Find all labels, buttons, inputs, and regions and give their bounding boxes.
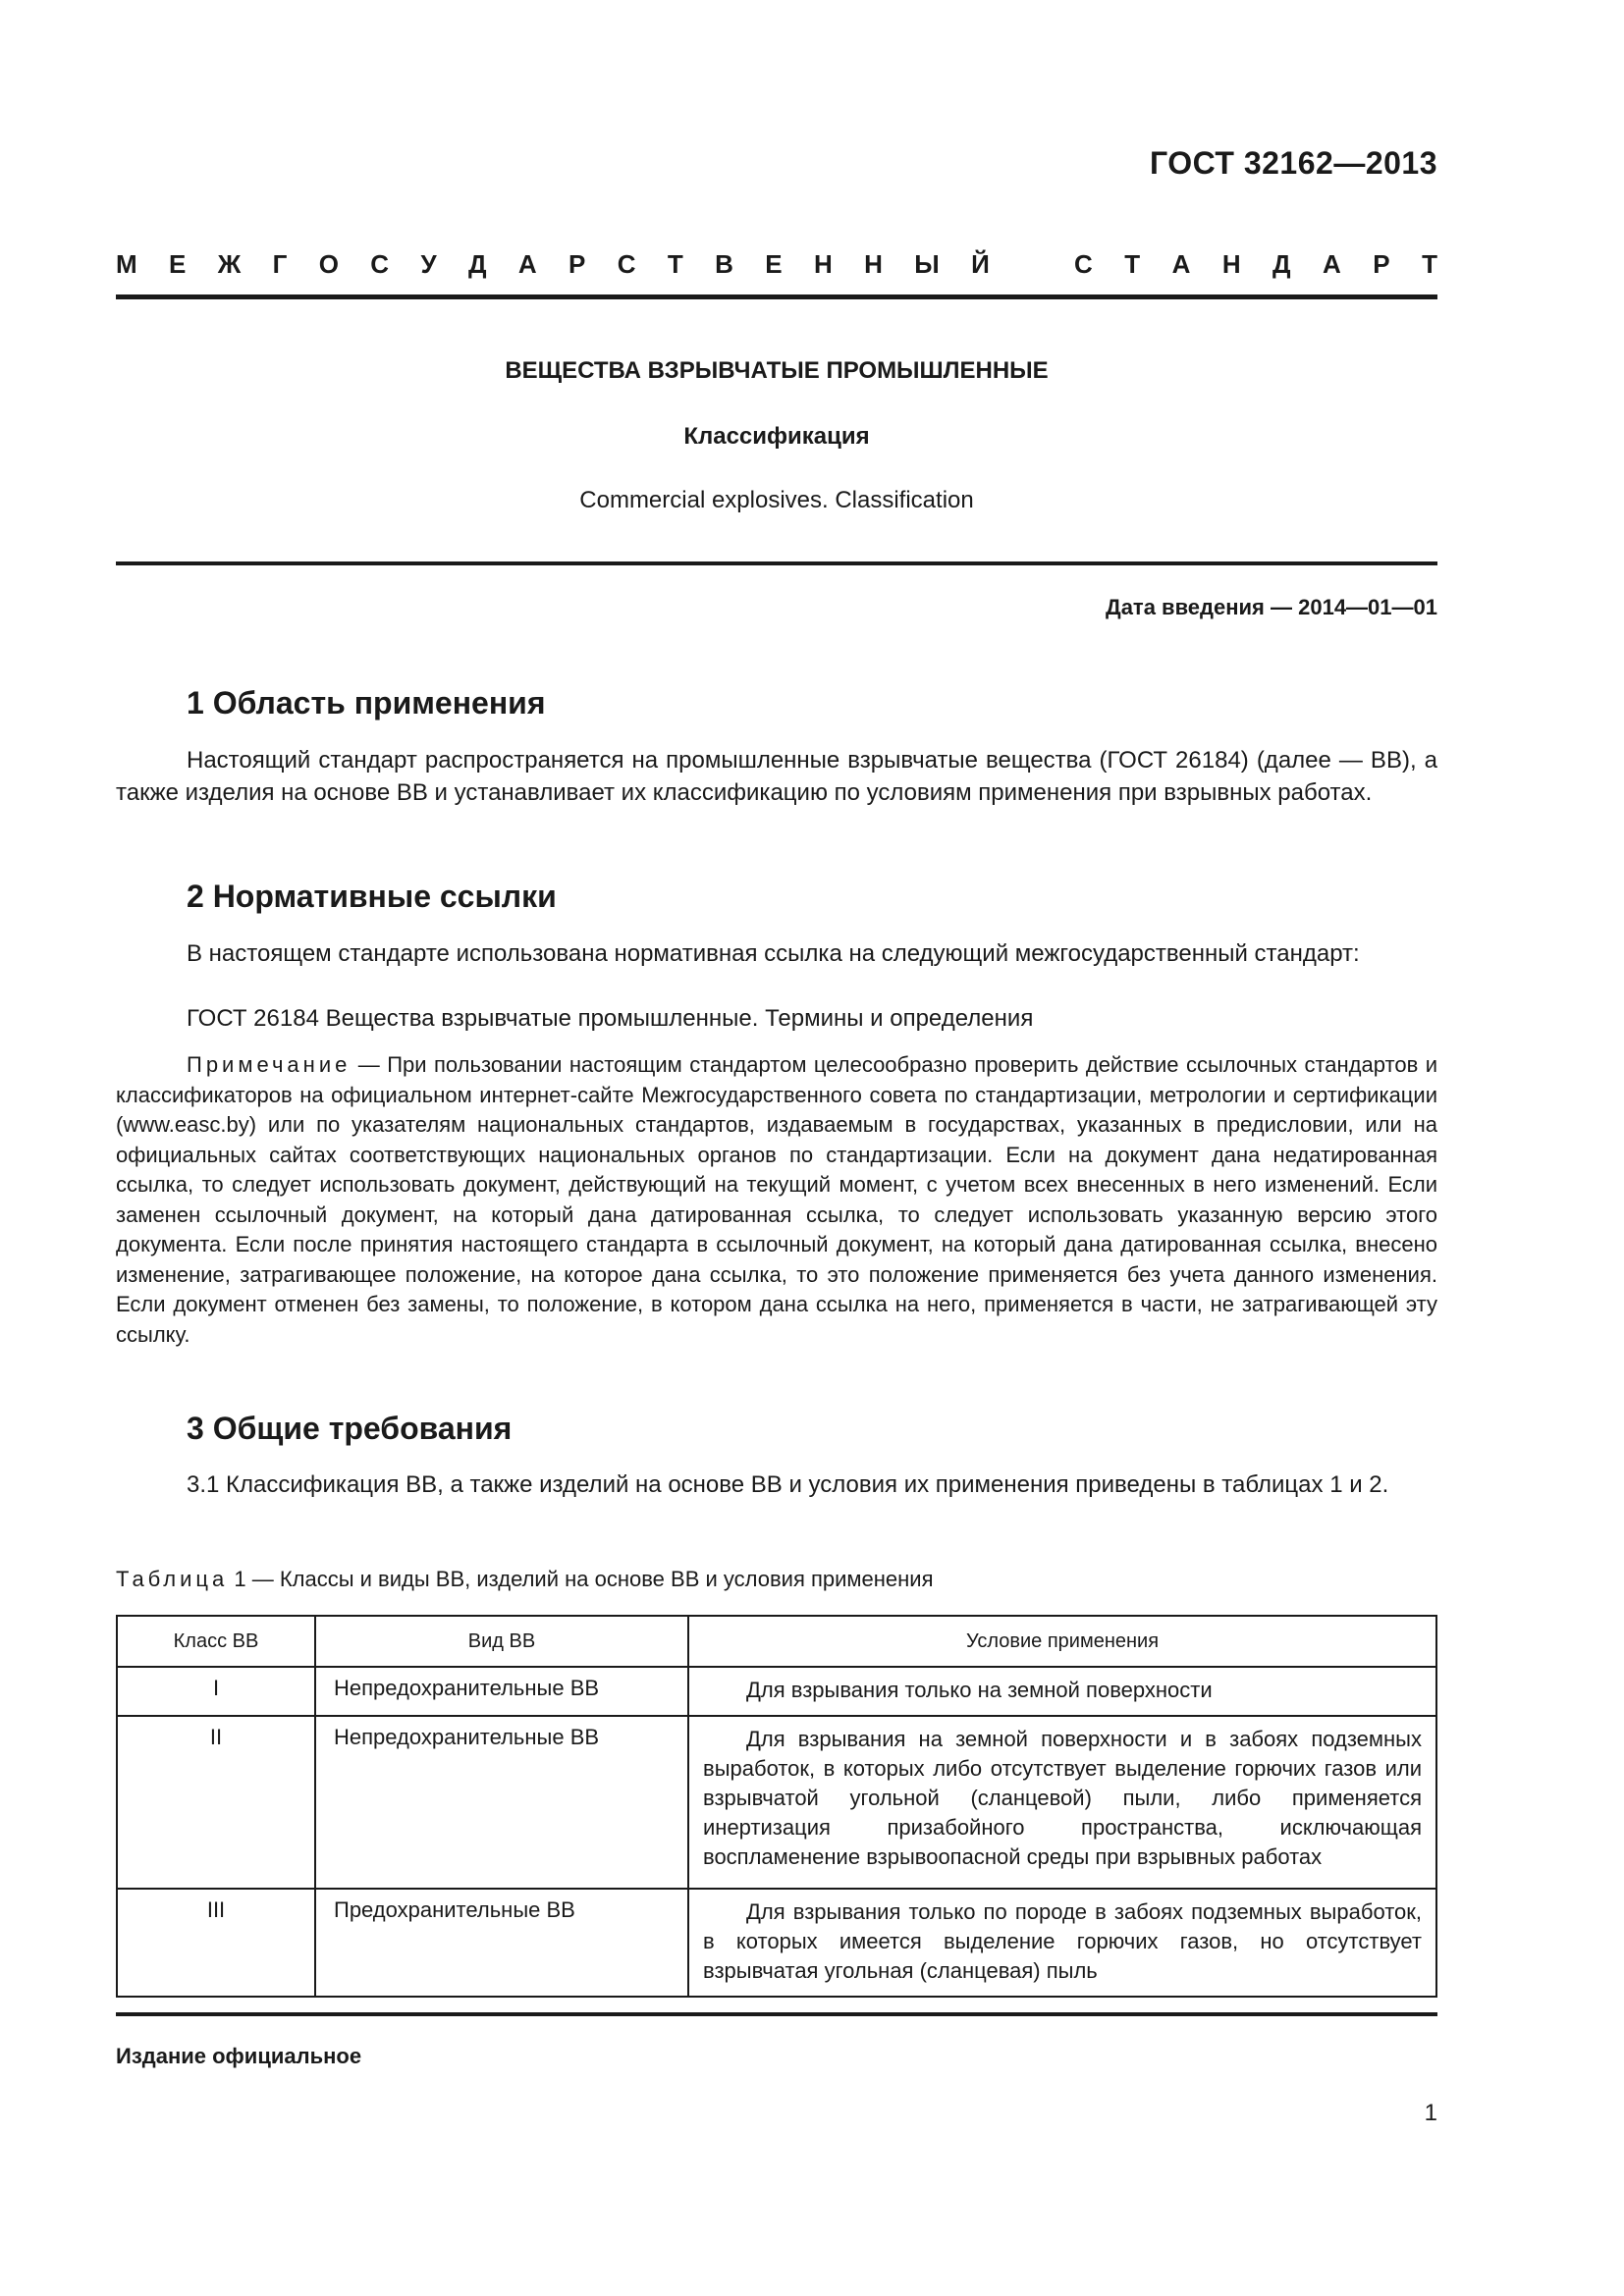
heading-letter: Р xyxy=(1373,249,1390,279)
cell-condition: Для взрывания только на земной поверхности xyxy=(688,1667,1436,1716)
standard-type-word-1 xyxy=(116,249,990,280)
heading-letter: М xyxy=(116,249,137,279)
table-header-row xyxy=(117,1616,1436,1667)
document-subtitle: Классификация xyxy=(683,423,870,450)
section-2-heading: 2 Нормативные ссылки xyxy=(187,879,557,914)
cell-class: III xyxy=(117,1889,315,1997)
heading-letter: Р xyxy=(568,249,586,279)
heading-letter: Е xyxy=(765,249,783,279)
table-caption-label: Таблица xyxy=(116,1567,229,1591)
heading-letter: Г xyxy=(272,249,288,279)
heading-letter: Т xyxy=(1422,249,1437,279)
cell-kind: Непредохранительные ВВ xyxy=(315,1667,688,1716)
introduction-date: Дата введения — 2014—01—01 xyxy=(1106,595,1437,619)
document-title-english: Commercial explosives. Classification xyxy=(579,487,974,513)
section-3-text: 3.1 Классификация ВВ, а также изделий на основе ВВ и условия их применения приведены в таблицах 1 и 2. xyxy=(187,1471,1389,1498)
heading-letter: С xyxy=(1074,249,1093,279)
cell-kind: Предохранительные ВВ xyxy=(315,1889,688,1997)
cell-condition: Для взрывания на земной поверхности и в забоях подземных выработок, в которых либо отсутствует выделение горючих газов или взрывчатой угольной (сланцевой) пыли, либо применяется инертизация призабойного пространства, исключающая воспламенение взрывоопасной среды при взрывных работах xyxy=(688,1716,1436,1889)
note-label: Примечание xyxy=(187,1052,352,1077)
heading-letter: В xyxy=(715,249,733,279)
heading-letter: Ы xyxy=(914,249,940,279)
header-kind: Вид ВВ xyxy=(315,1616,688,1667)
page-number: 1 xyxy=(1424,2100,1437,2126)
heading-letter: С xyxy=(370,249,390,279)
heading-letter: Т xyxy=(667,249,683,279)
footer-rule xyxy=(116,2012,1437,2016)
heading-letter: Н xyxy=(813,249,833,279)
classification-table xyxy=(116,1615,1437,1998)
official-edition-label: Издание официальное xyxy=(116,2044,362,2068)
heading-letter: Т xyxy=(1124,249,1141,279)
header-class: Класс ВВ xyxy=(117,1616,315,1667)
heading-letter: Н xyxy=(1221,249,1241,279)
header-condition: Условие применения xyxy=(688,1616,1436,1667)
heading-letter: Д xyxy=(467,249,487,279)
section-1-heading: 1 Область применения xyxy=(187,685,546,721)
note-text: — При пользовании настоящим стандартом целесообразно проверить действие ссылочных стандартов и классификаторов на официальном интернет-сайте Межгосударственного совета по стандартизации, метрологии и сертификации (www.easc.by) или по указателям национальных стандартов, издаваемым в государствах, указанных в предисловии, или на официальных сайтах соответствующих национальных органов по стандартизации. Если на документ дана недатированная ссылка, то следует использовать документ, действующий на текущий момент, с учетом всех внесенных в него изменений. Если заменен ссылочный документ, на который дана датированная ссылка, то следует использовать указанную версию этого документа. Если после принятия настоящего стандарта в ссылочный документ, на который дана датированная ссылка, внесено изменение, затрагивающее положение, на которое дана ссылка, то это положение применяется без учета данного изменения. Если документ отменен без замены, то положение, в котором дана ссылка на него, применяется в части, не затрагивающей эту ссылку. xyxy=(116,1052,1437,1347)
heading-letter: Н xyxy=(864,249,883,279)
table-1-caption xyxy=(116,1567,934,1592)
cell-kind: Непредохранительные ВВ xyxy=(315,1716,688,1889)
heading-letter: С xyxy=(617,249,636,279)
heading-letter: О xyxy=(318,249,339,279)
table-row xyxy=(117,1716,1436,1889)
header-rule xyxy=(116,294,1437,299)
note-paragraph xyxy=(116,1050,1437,1350)
heading-letter: Д xyxy=(1272,249,1291,279)
cell-class: II xyxy=(117,1716,315,1889)
table-row xyxy=(117,1889,1436,1997)
heading-letter: Й xyxy=(971,249,990,279)
heading-letter: А xyxy=(1323,249,1341,279)
table-caption-text: 1 — Классы и виды ВВ, изделий на основе ВВ и условия применения xyxy=(228,1567,934,1591)
heading-letter: А xyxy=(517,249,537,279)
table-row xyxy=(117,1667,1436,1716)
heading-letter: У xyxy=(420,249,437,279)
title-rule xyxy=(116,561,1437,565)
normative-reference: ГОСТ 26184 Вещества взрывчатые промышленные. Термины и определения xyxy=(187,1005,1034,1032)
heading-letter: А xyxy=(1171,249,1191,279)
section-3-heading: 3 Общие требования xyxy=(187,1411,513,1446)
standard-type-word-2 xyxy=(1074,249,1437,280)
document-title: ВЕЩЕСТВА ВЗРЫВЧАТЫЕ ПРОМЫШЛЕННЫЕ xyxy=(505,357,1049,384)
gost-code: ГОСТ 32162—2013 xyxy=(1149,145,1437,181)
heading-letter: Ж xyxy=(217,249,242,279)
standard-type-heading xyxy=(116,249,1437,280)
section-1-text: Настоящий стандарт распространяется на промышленные взрывчатые вещества (ГОСТ 26184) (далее — ВВ), а также изделия на основе ВВ и устанавливает их классификацию по условиям применения при взрывных работах. xyxy=(116,747,1437,806)
cell-condition: Для взрывания только по породе в забоях подземных выработок, в которых имеется выделение горючих газов, но отсутствует взрывчатая угольная (сланцевая) пыль xyxy=(688,1889,1436,1997)
heading-letter: Е xyxy=(169,249,187,279)
cell-class: I xyxy=(117,1667,315,1716)
section-2-text: В настоящем стандарте использована нормативная ссылка на следующий межгосударственный стандарт: xyxy=(187,940,1360,967)
